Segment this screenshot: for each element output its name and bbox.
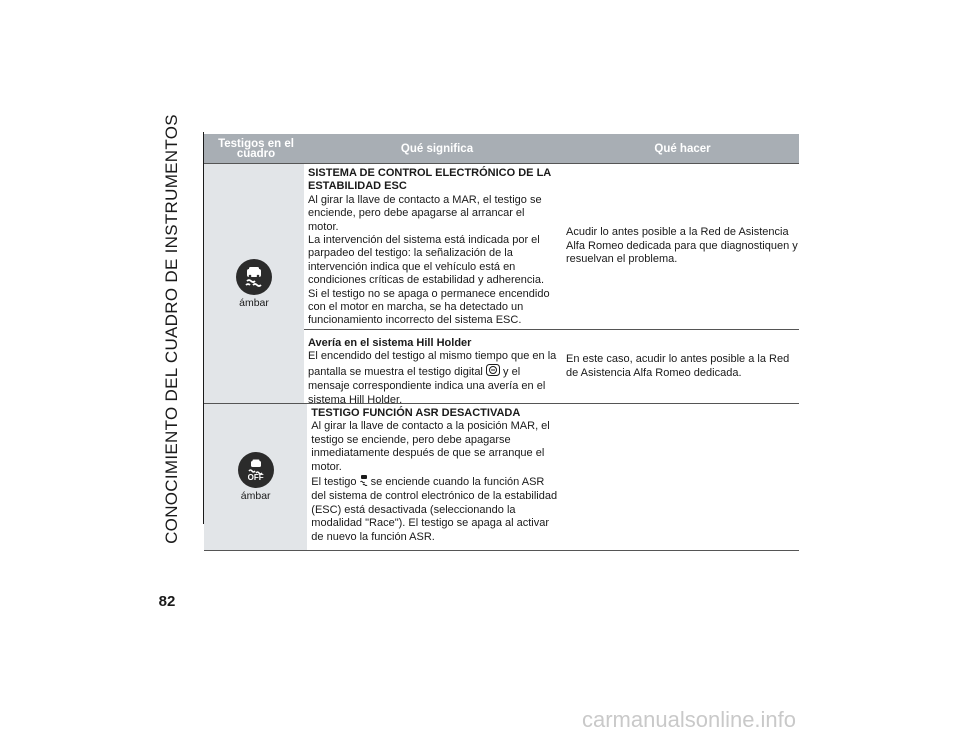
entry-paragraph: La intervención del sistema está indicada por el parpadeo del testigo: la señalización de la intervención indica que el vehículo está en condiciones críticas de estabilidad y adherencia.: [308, 234, 545, 287]
header-que-significa: Qué significa: [400, 142, 474, 155]
entry-text-after-icon: se enciende cuando la función ASR del sistema de control electrónico de la estabilidad (ESC) está desactivada (seleccionando la modalidad "Race"). El testigo se apaga al activar de nuevo la función ASR.: [311, 476, 558, 543]
action-text: En este caso, acudir lo antes posible a la Red de Asistencia Alfa Romeo dedicada.: [566, 353, 790, 379]
icon-caption: ámbar: [240, 490, 271, 502]
section-title: CONOCIMIENTO DEL CUADRO DE INSTRUMENTOS: [162, 114, 181, 544]
entry-title: TESTIGO FUNCIÓN ASR DESACTIVADA: [311, 407, 521, 419]
header-que-hacer: Qué hacer: [654, 142, 711, 155]
table-header: [204, 134, 799, 164]
table-row-esc: [204, 164, 799, 404]
entry-paragraph: Si el testigo no se apaga o permanece encendido con el motor en marcha, se ha detectado un funcionamiento incorrecto del sistema ESC.: [308, 287, 550, 327]
table-row-asr: [204, 404, 799, 551]
page-number: 82: [158, 593, 176, 610]
table-row: [304, 164, 799, 330]
off-label: OFF: [247, 472, 264, 482]
action-text: Acudir lo antes posible a la Red de Asistencia Alfa Romeo dedicada para que diagnostiquen y resuelvan el problema.: [566, 226, 798, 266]
esc-skid-icon: [236, 259, 272, 295]
meaning-cell: [304, 330, 562, 406]
entry-text-before-icon: El encendido del testigo al mismo tiempo que en la pantalla se muestra el testigo digital: [308, 350, 557, 378]
meaning-cell: [307, 404, 563, 550]
watermark: carmanualsonline.info: [582, 707, 797, 732]
table-row: [304, 330, 799, 406]
entry-paragraph: Al girar la llave de contacto a MAR, el testigo se enciende, pero debe apagarse al arrancar el motor.: [308, 193, 542, 233]
esc-sub-rows: [304, 164, 799, 406]
entry-text-before-icon: El testigo: [311, 476, 357, 489]
icon-caption: ámbar: [239, 296, 269, 309]
entry-text-after-icon: y el mensaje correspondiente indica una avería en el sistema Hill Holder.: [308, 365, 546, 406]
action-cell: [564, 404, 799, 550]
meaning-cell: [304, 164, 562, 329]
hill-holder-digital-icon: [486, 364, 500, 380]
asr-off-icon: [238, 452, 274, 488]
entry-title: SISTEMA DE CONTROL ELECTRÓNICO DE LA ESTABILIDAD ESC: [308, 167, 551, 193]
action-cell: [562, 164, 799, 329]
header-testigos: Testigos en el cuadro: [218, 137, 294, 160]
asr-small-icon: [360, 474, 368, 490]
entry-title: Avería en el sistema Hill Holder: [308, 337, 472, 349]
entry-paragraph: Al girar la llave de contacto a la posición MAR, el testigo se enciende, pero debe apagarse inmediatamente después de que se arranque el motor.: [311, 420, 550, 473]
icon-cell-esc: [204, 164, 304, 403]
icon-cell-asr: [204, 404, 307, 550]
section-title-vertical: [147, 114, 197, 544]
warning-lights-table: [204, 134, 799, 551]
action-cell: [562, 330, 799, 403]
